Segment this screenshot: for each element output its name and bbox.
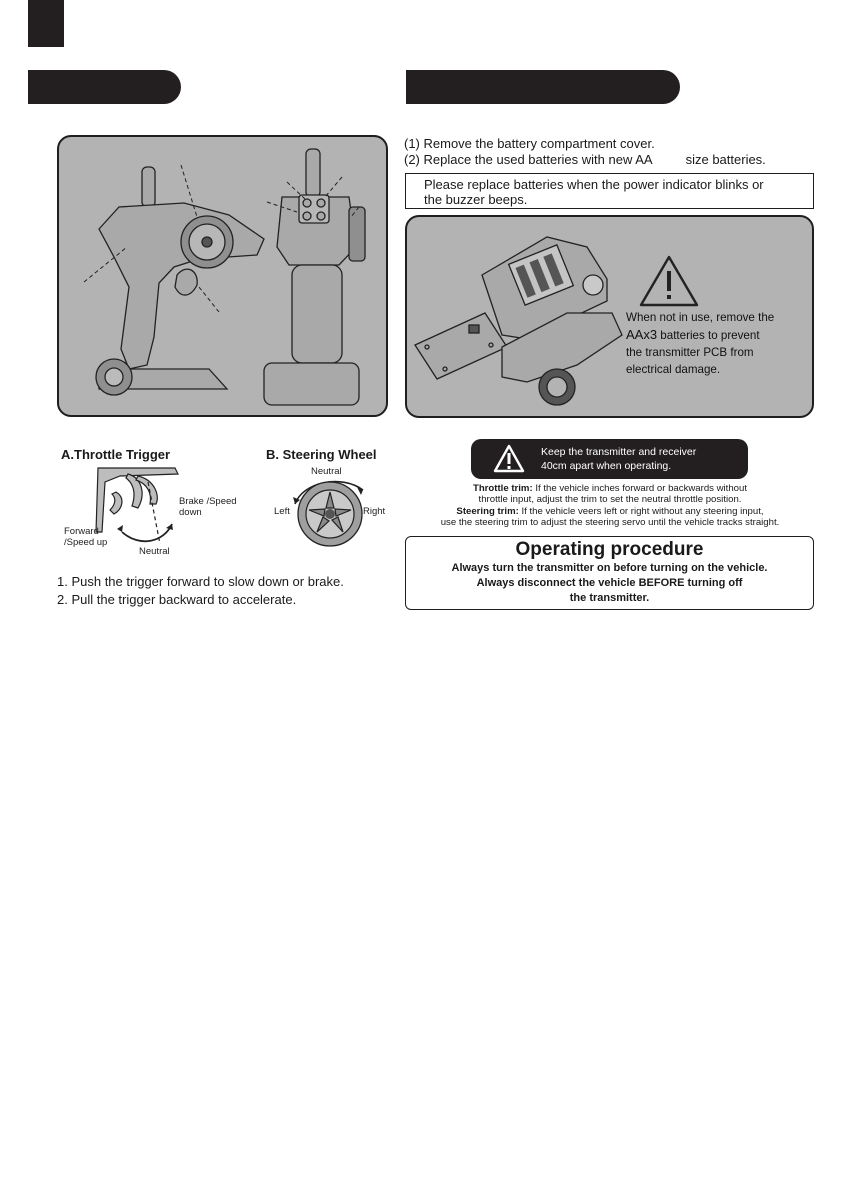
steering-left-label: Left <box>274 506 290 517</box>
steering-wheel-diagram <box>285 476 375 548</box>
trigger-neutral-label: Neutral <box>139 546 170 557</box>
steering-trim-line-1 <box>404 506 816 517</box>
steering-trim-text-1: If the vehicle veers left or right without any steering input, <box>518 505 764 517</box>
steering-trim-line-2: use the steering trim to adjust the steering servo until the vehicle tracks straight. <box>440 517 780 529</box>
throttle-trim-label: Throttle trim: <box>472 483 533 494</box>
battery-step-1: (1) Remove the battery compartment cover. <box>404 136 655 151</box>
trim-instructions <box>404 483 816 529</box>
brake-label <box>179 496 237 518</box>
operating-line-2: Always disconnect the vehicle BEFORE turning off <box>476 577 743 589</box>
warning-line-2 <box>626 326 806 344</box>
warning-line-2-rest: batteries to prevent <box>657 329 760 342</box>
battery-illustration-panel <box>405 215 814 418</box>
transmitter-drawing <box>59 137 390 419</box>
steering-wheel-title: B. Steering Wheel <box>266 447 377 462</box>
caution-icon <box>493 444 525 474</box>
steering-right-label: Right <box>363 506 386 517</box>
caution-text <box>541 445 696 473</box>
throttle-trim-text-1: If the vehicle inches forward or backwards without <box>532 483 748 494</box>
battery-step-2-text: (2) Replace the used batteries with new AA <box>404 152 653 167</box>
throttle-instruction-2: 2. Pull the trigger backward to accelerate. <box>57 592 297 607</box>
warning-line-1: When not in use, remove the <box>626 311 775 324</box>
forward-label <box>64 526 107 548</box>
forward-label-line-2: /Speed up <box>64 537 108 548</box>
caution-line-1: Keep the transmitter and receiver <box>541 446 697 458</box>
forward-label-line-1: Forward <box>64 526 99 537</box>
left-section-header-bar <box>28 70 181 104</box>
notice-line-1: Please replace batteries when the power indicator blinks or <box>424 177 764 192</box>
operating-procedure-box <box>405 536 814 610</box>
operating-line-1: Always turn the transmitter on before turning on the vehicle. <box>451 562 768 574</box>
throttle-trim-line-1 <box>404 483 816 494</box>
caution-line-2: 40cm apart when operating. <box>541 460 672 472</box>
steering-neutral-label: Neutral <box>311 466 342 477</box>
throttle-instruction-1: 1. Push the trigger forward to slow down or brake. <box>57 574 344 589</box>
battery-replace-notice <box>405 173 814 209</box>
right-section-header-bar <box>406 70 680 104</box>
operating-procedure-title: Operating procedure <box>515 539 704 560</box>
steering-trim-label: Steering trim: <box>456 505 519 517</box>
page-corner-tab <box>28 0 64 47</box>
warning-triangle-icon <box>641 257 697 305</box>
operating-line-3: the transmitter. <box>569 592 650 604</box>
brake-label-line-1: Brake /Speed <box>179 496 237 507</box>
battery-step-2 <box>404 151 766 168</box>
battery-step-2-size: size batteries. <box>685 152 766 167</box>
warning-line-4: electrical damage. <box>626 363 721 376</box>
warning-line-3: the transmitter PCB from <box>626 346 754 359</box>
warning-x3: x3 <box>643 327 658 342</box>
warning-aa: AA <box>626 327 644 342</box>
throttle-trigger-title: A.Throttle Trigger <box>61 447 171 462</box>
throttle-trim-line-2: throttle input, adjust the trim to set the neutral throttle position. <box>478 494 742 506</box>
battery-warning-text <box>626 309 806 378</box>
transmitter-illustration-panel <box>57 135 388 417</box>
brake-label-line-2: down <box>179 507 202 518</box>
notice-line-2: the buzzer beeps. <box>424 192 528 207</box>
distance-caution-banner <box>471 439 748 479</box>
